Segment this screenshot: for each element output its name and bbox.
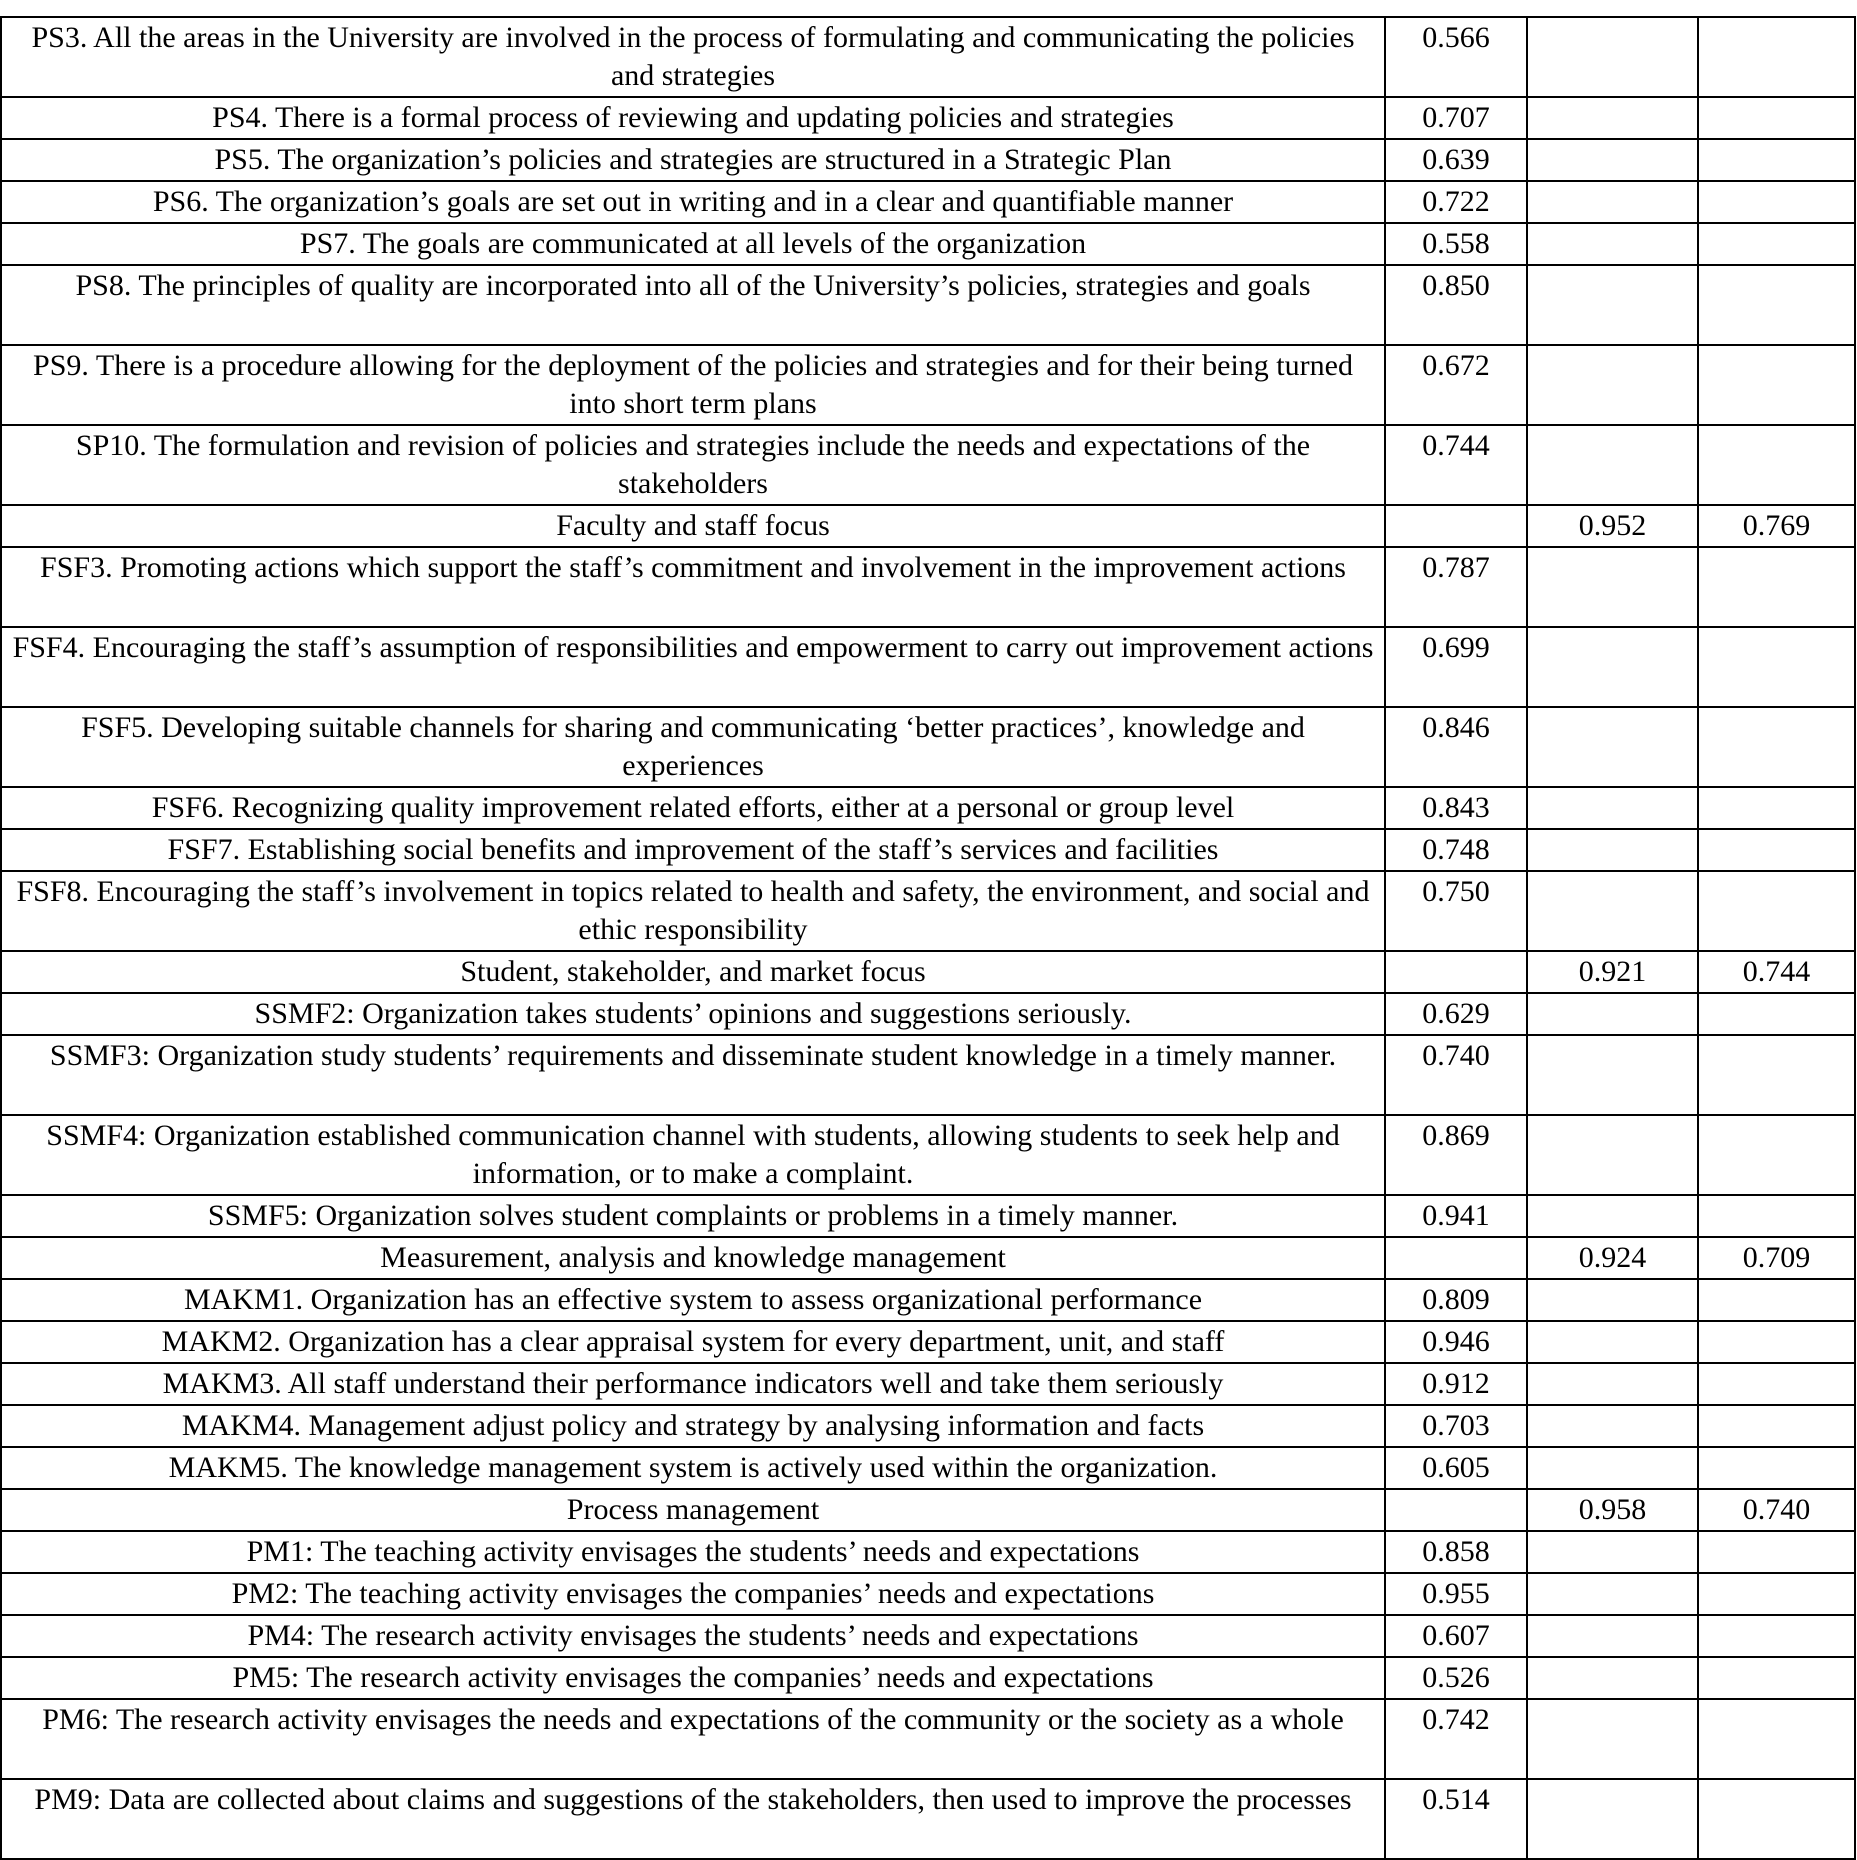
ave-cell — [1698, 1657, 1855, 1699]
ave-cell — [1698, 17, 1855, 97]
item-row — [1, 993, 1855, 1035]
item-text-cell: PM4: The research activity envisages the students’ needs and expectations — [1, 1615, 1385, 1657]
item-text-cell: PS4. There is a formal process of reviewing and updating policies and strategies — [1, 97, 1385, 139]
item-row — [1, 1573, 1855, 1615]
loading-cell: 0.843 — [1385, 787, 1527, 829]
item-text-cell: MAKM1. Organization has an effective system to assess organizational performance — [1, 1279, 1385, 1321]
item-row — [1, 1321, 1855, 1363]
construct-row — [1, 505, 1855, 547]
item-row — [1, 1657, 1855, 1699]
item-text-cell: Student, stakeholder, and market focus — [1, 951, 1385, 993]
ave-cell — [1698, 181, 1855, 223]
composite-reliability-cell: 0.921 — [1527, 951, 1698, 993]
item-row — [1, 1363, 1855, 1405]
item-row — [1, 707, 1855, 787]
item-text-cell: PM9: Data are collected about claims and suggestions of the stakeholders, then used to improve the processes — [1, 1779, 1385, 1859]
item-row — [1, 345, 1855, 425]
ave-cell — [1698, 547, 1855, 627]
item-text-cell: PM5: The research activity envisages the companies’ needs and expectations — [1, 1657, 1385, 1699]
loading-cell: 0.744 — [1385, 425, 1527, 505]
loading-cell — [1385, 505, 1527, 547]
item-row — [1, 425, 1855, 505]
item-text-cell: FSF3. Promoting actions which support the staff’s commitment and involvement in the improvement actions — [1, 547, 1385, 627]
loading-cell: 0.750 — [1385, 871, 1527, 951]
composite-reliability-cell — [1527, 1363, 1698, 1405]
composite-reliability-cell — [1527, 547, 1698, 627]
loading-cell: 0.912 — [1385, 1363, 1527, 1405]
item-row — [1, 1447, 1855, 1489]
item-row — [1, 265, 1855, 345]
loading-cell: 0.703 — [1385, 1405, 1527, 1447]
composite-reliability-cell — [1527, 871, 1698, 951]
ave-cell — [1698, 1779, 1855, 1859]
composite-reliability-cell — [1527, 1115, 1698, 1195]
composite-reliability-cell — [1527, 993, 1698, 1035]
composite-reliability-cell — [1527, 223, 1698, 265]
ave-cell — [1698, 707, 1855, 787]
item-text-cell: Measurement, analysis and knowledge management — [1, 1237, 1385, 1279]
ave-cell: 0.769 — [1698, 505, 1855, 547]
loading-cell: 0.740 — [1385, 1035, 1527, 1115]
ave-cell: 0.709 — [1698, 1237, 1855, 1279]
table-body — [1, 17, 1855, 1859]
item-text-cell: PS8. The principles of quality are incorporated into all of the University’s policies, strategies and goals — [1, 265, 1385, 345]
composite-reliability-cell — [1527, 707, 1698, 787]
loading-cell: 0.941 — [1385, 1195, 1527, 1237]
item-row — [1, 1279, 1855, 1321]
item-text-cell: SSMF5: Organization solves student complaints or problems in a timely manner. — [1, 1195, 1385, 1237]
loading-cell: 0.869 — [1385, 1115, 1527, 1195]
item-text-cell: MAKM4. Management adjust policy and strategy by analysing information and facts — [1, 1405, 1385, 1447]
composite-reliability-cell — [1527, 1279, 1698, 1321]
composite-reliability-cell: 0.924 — [1527, 1237, 1698, 1279]
item-row — [1, 787, 1855, 829]
composite-reliability-cell: 0.958 — [1527, 1489, 1698, 1531]
ave-cell — [1698, 1363, 1855, 1405]
ave-cell — [1698, 425, 1855, 505]
ave-cell: 0.740 — [1698, 1489, 1855, 1531]
ave-cell — [1698, 871, 1855, 951]
ave-cell — [1698, 1615, 1855, 1657]
item-text-cell: PM2: The teaching activity envisages the companies’ needs and expectations — [1, 1573, 1385, 1615]
ave-cell — [1698, 1699, 1855, 1779]
loading-cell: 0.566 — [1385, 17, 1527, 97]
ave-cell — [1698, 1279, 1855, 1321]
ave-cell — [1698, 345, 1855, 425]
item-text-cell: PS6. The organization’s goals are set out in writing and in a clear and quantifiable manner — [1, 181, 1385, 223]
item-text-cell: FSF4. Encouraging the staff’s assumption of responsibilities and empowerment to carry out improvement actions — [1, 627, 1385, 707]
ave-cell — [1698, 1321, 1855, 1363]
ave-cell — [1698, 1447, 1855, 1489]
ave-cell — [1698, 223, 1855, 265]
item-row — [1, 1195, 1855, 1237]
item-row — [1, 1405, 1855, 1447]
ave-cell: 0.744 — [1698, 951, 1855, 993]
item-text-cell: FSF8. Encouraging the staff’s involvement in topics related to health and safety, the environment, and social and ethic responsibility — [1, 871, 1385, 951]
composite-reliability-cell — [1527, 1615, 1698, 1657]
composite-reliability-cell — [1527, 97, 1698, 139]
loading-cell: 0.699 — [1385, 627, 1527, 707]
composite-reliability-cell — [1527, 1447, 1698, 1489]
item-text-cell: FSF7. Establishing social benefits and improvement of the staff’s services and facilities — [1, 829, 1385, 871]
item-text-cell: SSMF2: Organization takes students’ opinions and suggestions seriously. — [1, 993, 1385, 1035]
ave-cell — [1698, 97, 1855, 139]
loading-cell: 0.639 — [1385, 139, 1527, 181]
loading-cell: 0.850 — [1385, 265, 1527, 345]
ave-cell — [1698, 993, 1855, 1035]
composite-reliability-cell — [1527, 1035, 1698, 1115]
composite-reliability-cell — [1527, 139, 1698, 181]
loading-cell: 0.748 — [1385, 829, 1527, 871]
item-text-cell: MAKM3. All staff understand their performance indicators well and take them seriously — [1, 1363, 1385, 1405]
composite-reliability-cell — [1527, 627, 1698, 707]
item-row — [1, 1531, 1855, 1573]
composite-reliability-cell — [1527, 17, 1698, 97]
ave-cell — [1698, 139, 1855, 181]
composite-reliability-cell — [1527, 265, 1698, 345]
loading-cell: 0.605 — [1385, 1447, 1527, 1489]
loading-cell: 0.742 — [1385, 1699, 1527, 1779]
loading-cell: 0.722 — [1385, 181, 1527, 223]
item-text-cell: Faculty and staff focus — [1, 505, 1385, 547]
composite-reliability-cell — [1527, 181, 1698, 223]
composite-reliability-cell — [1527, 1405, 1698, 1447]
loading-cell — [1385, 1237, 1527, 1279]
composite-reliability-cell — [1527, 1531, 1698, 1573]
item-text-cell: Process management — [1, 1489, 1385, 1531]
loading-cell: 0.809 — [1385, 1279, 1527, 1321]
loading-cell: 0.955 — [1385, 1573, 1527, 1615]
composite-reliability-cell — [1527, 1699, 1698, 1779]
construct-row — [1, 951, 1855, 993]
loading-cell: 0.607 — [1385, 1615, 1527, 1657]
ave-cell — [1698, 265, 1855, 345]
item-text-cell: PS9. There is a procedure allowing for the deployment of the policies and strategies and for their being turned into short term plans — [1, 345, 1385, 425]
item-text-cell: FSF6. Recognizing quality improvement related efforts, either at a personal or group level — [1, 787, 1385, 829]
loading-cell: 0.629 — [1385, 993, 1527, 1035]
item-row — [1, 223, 1855, 265]
item-text-cell: MAKM5. The knowledge management system is actively used within the organization. — [1, 1447, 1385, 1489]
composite-reliability-cell — [1527, 1195, 1698, 1237]
composite-reliability-cell: 0.952 — [1527, 505, 1698, 547]
loading-cell: 0.787 — [1385, 547, 1527, 627]
ave-cell — [1698, 787, 1855, 829]
ave-cell — [1698, 1115, 1855, 1195]
loading-cell: 0.946 — [1385, 1321, 1527, 1363]
measurement-model-table — [0, 16, 1856, 1860]
item-text-cell: PS7. The goals are communicated at all levels of the organization — [1, 223, 1385, 265]
item-row — [1, 871, 1855, 951]
item-text-cell: PS3. All the areas in the University are involved in the process of formulating and communicating the policies and strategies — [1, 17, 1385, 97]
item-row — [1, 829, 1855, 871]
loading-cell: 0.846 — [1385, 707, 1527, 787]
ave-cell — [1698, 1405, 1855, 1447]
item-row — [1, 627, 1855, 707]
loading-cell: 0.672 — [1385, 345, 1527, 425]
item-row — [1, 139, 1855, 181]
ave-cell — [1698, 1531, 1855, 1573]
composite-reliability-cell — [1527, 1657, 1698, 1699]
item-text-cell: FSF5. Developing suitable channels for sharing and communicating ‘better practices’, knowledge and experiences — [1, 707, 1385, 787]
loading-cell: 0.707 — [1385, 97, 1527, 139]
ave-cell — [1698, 829, 1855, 871]
construct-row — [1, 1489, 1855, 1531]
item-row — [1, 1699, 1855, 1779]
composite-reliability-cell — [1527, 1321, 1698, 1363]
item-text-cell: SP10. The formulation and revision of policies and strategies include the needs and expectations of the stakeholders — [1, 425, 1385, 505]
ave-cell — [1698, 1573, 1855, 1615]
ave-cell — [1698, 1035, 1855, 1115]
loading-cell — [1385, 1489, 1527, 1531]
item-row — [1, 17, 1855, 97]
composite-reliability-cell — [1527, 425, 1698, 505]
ave-cell — [1698, 627, 1855, 707]
item-row — [1, 1035, 1855, 1115]
loading-cell: 0.514 — [1385, 1779, 1527, 1859]
item-text-cell: SSMF4: Organization established communication channel with students, allowing students to seek help and information, or to make a complaint. — [1, 1115, 1385, 1195]
loading-cell: 0.558 — [1385, 223, 1527, 265]
composite-reliability-cell — [1527, 829, 1698, 871]
item-row — [1, 547, 1855, 627]
item-text-cell: MAKM2. Organization has a clear appraisal system for every department, unit, and staff — [1, 1321, 1385, 1363]
loading-cell — [1385, 951, 1527, 993]
item-row — [1, 1779, 1855, 1859]
item-row — [1, 97, 1855, 139]
loading-cell: 0.858 — [1385, 1531, 1527, 1573]
item-row — [1, 1615, 1855, 1657]
item-text-cell: SSMF3: Organization study students’ requirements and disseminate student knowledge in a timely manner. — [1, 1035, 1385, 1115]
composite-reliability-cell — [1527, 345, 1698, 425]
composite-reliability-cell — [1527, 1573, 1698, 1615]
composite-reliability-cell — [1527, 787, 1698, 829]
item-text-cell: PM6: The research activity envisages the needs and expectations of the community or the society as a whole — [1, 1699, 1385, 1779]
loading-cell: 0.526 — [1385, 1657, 1527, 1699]
construct-row — [1, 1237, 1855, 1279]
item-text-cell: PM1: The teaching activity envisages the students’ needs and expectations — [1, 1531, 1385, 1573]
item-row — [1, 181, 1855, 223]
ave-cell — [1698, 1195, 1855, 1237]
item-row — [1, 1115, 1855, 1195]
composite-reliability-cell — [1527, 1779, 1698, 1859]
item-text-cell: PS5. The organization’s policies and strategies are structured in a Strategic Plan — [1, 139, 1385, 181]
